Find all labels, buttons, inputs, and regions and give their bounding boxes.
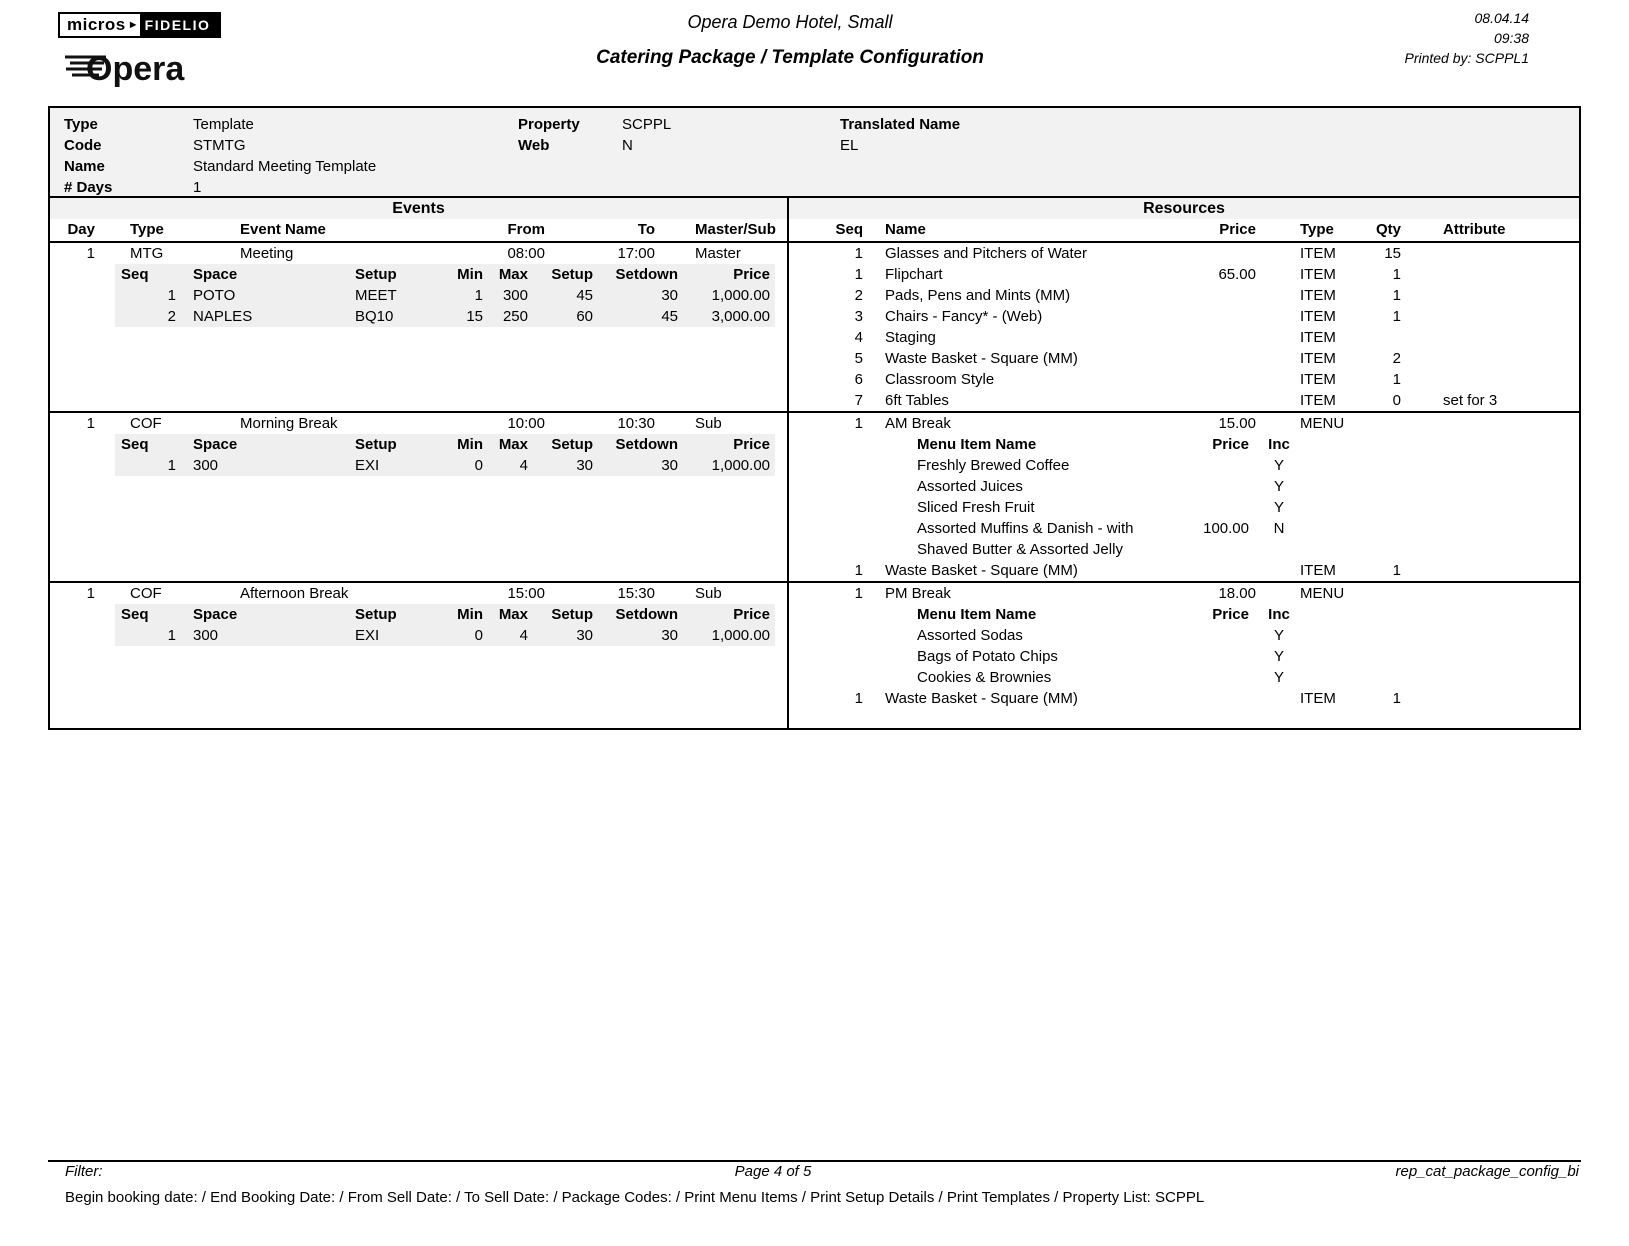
- space-seq-header: Seq: [121, 266, 149, 283]
- resource-attribute: [1403, 327, 1579, 348]
- resource-type: ITEM: [1300, 266, 1336, 283]
- events-section-title: Events: [50, 198, 789, 219]
- property-label: Property: [518, 116, 580, 133]
- space-max: 300: [502, 287, 528, 304]
- menu-item-row: [789, 497, 1579, 518]
- resource-price: [1171, 390, 1256, 411]
- space-price-header: Price: [733, 266, 770, 283]
- day-column-header: Day: [67, 221, 95, 238]
- footer-row: [48, 1163, 1581, 1184]
- menu-item-name-header: Menu Item Name: [917, 606, 1037, 623]
- resource-type: ITEM: [1300, 287, 1336, 304]
- space-price: 1,000.00: [711, 287, 770, 304]
- space-setup: EXI: [355, 627, 380, 644]
- event-block-meeting: [50, 243, 1579, 411]
- space-setup: EXI: [355, 457, 380, 474]
- resource-name: Chairs - Fancy* - (Web): [885, 308, 1043, 325]
- price-column-header: Price: [1219, 221, 1256, 238]
- space-header-row: [115, 434, 775, 455]
- resource-price: [1171, 243, 1256, 264]
- space-seq: 1: [167, 287, 176, 304]
- resource-attribute: [1403, 348, 1579, 369]
- resource-qty: 2: [1392, 350, 1401, 367]
- resource-qty: [1341, 327, 1403, 348]
- space-setdown-header: Setdown: [615, 606, 678, 623]
- resource-qty: 1: [1392, 266, 1401, 283]
- event-row: [50, 243, 787, 264]
- event-to: 17:00: [617, 245, 655, 262]
- resource-row: [789, 560, 1579, 581]
- resource-qty: 1: [1392, 287, 1401, 304]
- menu-item-inc: N: [1273, 520, 1285, 537]
- resources-column-headers: [789, 219, 1579, 241]
- resource-price: [1171, 369, 1256, 390]
- event-day: 1: [86, 415, 95, 432]
- resource-seq: 5: [854, 350, 863, 367]
- resource-name: Classroom Style: [885, 371, 995, 388]
- type-column-header: Type: [130, 221, 164, 238]
- menu-item-row: [789, 455, 1579, 476]
- resource-seq: 1: [854, 266, 863, 283]
- resource-type: ITEM: [1300, 350, 1336, 367]
- translated-name-value: EL: [840, 137, 859, 154]
- space-setup-time: 30: [576, 457, 593, 474]
- print-time: 09:38: [1493, 30, 1529, 46]
- event-from: 08:00: [507, 245, 545, 262]
- resource-seq: 2: [854, 287, 863, 304]
- space-setdown: 30: [661, 287, 678, 304]
- space-setup: BQ10: [355, 308, 394, 325]
- space-price: 1,000.00: [711, 627, 770, 644]
- event-type: COF: [130, 415, 162, 432]
- menu-item-row: [789, 667, 1579, 688]
- resource-attribute: [1403, 560, 1579, 581]
- name-value: Standard Meeting Template: [193, 158, 377, 175]
- event-master-sub: Sub: [695, 585, 722, 602]
- resource-seq: 1: [854, 415, 863, 432]
- space-min: 0: [474, 457, 483, 474]
- web-value: N: [622, 137, 633, 154]
- section-title-band: [50, 198, 1579, 219]
- event-master-sub: Master: [695, 245, 741, 262]
- resource-qty: 15: [1384, 245, 1401, 262]
- menu-item-row: [789, 646, 1579, 667]
- event-details: [50, 583, 789, 728]
- days-value: 1: [193, 179, 202, 196]
- resource-type: ITEM: [1300, 392, 1336, 409]
- page-indicator: Page 4 of 5: [734, 1163, 812, 1180]
- event-name-column-header: Event Name: [240, 221, 326, 238]
- resource-seq: 1: [854, 245, 863, 262]
- translated-name-label: Translated Name: [840, 116, 961, 133]
- resource-price: 18.00: [1218, 585, 1256, 602]
- resource-price: [1171, 285, 1256, 306]
- resource-attribute: [1403, 369, 1579, 390]
- web-label: Web: [518, 137, 550, 154]
- space-seq: 1: [167, 627, 176, 644]
- space-max: 4: [519, 457, 528, 474]
- space-row: [115, 285, 775, 306]
- menu-indent: [789, 434, 909, 455]
- event-row: [50, 413, 787, 434]
- event-name: Morning Break: [240, 415, 338, 432]
- space-min-header: Min: [457, 606, 483, 623]
- menu-item-price: [1149, 455, 1249, 476]
- space-setdown-header: Setdown: [615, 436, 678, 453]
- event-row: [50, 583, 787, 604]
- resource-name: Pads, Pens and Mints (MM): [885, 287, 1071, 304]
- resource-price: [1171, 327, 1256, 348]
- resource-row: [789, 369, 1579, 390]
- space-name: 300: [193, 627, 219, 644]
- resource-attribute: [1403, 264, 1579, 285]
- space-setdown: 30: [661, 457, 678, 474]
- event-block-morning-break: [50, 411, 1579, 581]
- menu-item-name: Cookies & Brownies: [917, 669, 1052, 686]
- resource-qty: 1: [1392, 308, 1401, 325]
- menu-item-name: Assorted Sodas: [917, 627, 1023, 644]
- resource-row: [789, 306, 1579, 327]
- event-spaces-table: [115, 604, 775, 646]
- menu-indent: [789, 518, 909, 560]
- space-price: 1,000.00: [711, 457, 770, 474]
- res-type-column-header: Type: [1300, 221, 1334, 238]
- space-setup-time: 60: [576, 308, 593, 325]
- days-label: # Days: [64, 179, 113, 196]
- menu-item-inc: Y: [1273, 648, 1284, 665]
- space-setup-header: Setup: [355, 436, 397, 453]
- resource-attribute: [1403, 583, 1579, 604]
- from-column-header: From: [507, 221, 545, 238]
- property-value: SCPPL: [622, 116, 672, 133]
- resource-row: [789, 348, 1579, 369]
- filter-label: Filter:: [65, 1163, 103, 1180]
- event-to: 10:30: [617, 415, 655, 432]
- space-name: NAPLES: [193, 308, 253, 325]
- menu-indent: [789, 476, 909, 497]
- name-column-header: Name: [885, 221, 926, 238]
- resource-row: [789, 688, 1579, 709]
- space-setdown-header: Setdown: [615, 266, 678, 283]
- resource-seq: 1: [854, 562, 863, 579]
- resource-price: 65.00: [1218, 266, 1256, 283]
- menu-item-inc: Y: [1273, 669, 1284, 686]
- event-from: 10:00: [507, 415, 545, 432]
- menu-indent: [789, 455, 909, 476]
- events-resources-table: [48, 196, 1581, 730]
- space-setup-header: Setup: [355, 266, 397, 283]
- space-header-row: [115, 264, 775, 285]
- resource-row: [789, 390, 1579, 411]
- menu-item-price: [1149, 497, 1249, 518]
- resource-name: AM Break: [885, 415, 951, 432]
- menu-item-inc: Y: [1273, 478, 1284, 495]
- menu-item-name: Freshly Brewed Coffee: [917, 457, 1070, 474]
- resource-seq: 7: [854, 392, 863, 409]
- event-day: 1: [86, 245, 95, 262]
- menu-item-price: [1149, 476, 1249, 497]
- menu-item-row: [789, 625, 1579, 646]
- resource-name: Waste Basket - Square (MM): [885, 350, 1078, 367]
- space-setup-time-header: Setup: [551, 266, 593, 283]
- menu-indent: [789, 667, 909, 688]
- event-master-sub: Sub: [695, 415, 722, 432]
- menu-item-price: [1149, 646, 1249, 667]
- menu-item-inc: Y: [1273, 457, 1284, 474]
- event-type: MTG: [130, 245, 164, 262]
- master-sub-column-header: Master/Sub: [695, 221, 776, 238]
- resource-name: Flipchart: [885, 266, 943, 283]
- logo-arrow-icon: ►: [127, 14, 140, 36]
- space-seq-header: Seq: [121, 606, 149, 623]
- space-setup-time-header: Setup: [551, 436, 593, 453]
- resource-type: ITEM: [1300, 690, 1336, 707]
- events-column-headers: [50, 219, 789, 241]
- filter-details: Begin booking date: / End Booking Date: / From Sell Date: / To Sell Date: / Package Codes: / Print Menu Items / Print Setup Details / Print Templates / Property List: SCPPL: [65, 1189, 1205, 1206]
- space-setdown: 45: [661, 308, 678, 325]
- space-row: [115, 306, 775, 327]
- resource-type: ITEM: [1300, 245, 1336, 262]
- space-seq: 2: [167, 308, 176, 325]
- resource-price: [1171, 560, 1256, 581]
- event-day: 1: [86, 585, 95, 602]
- attribute-column-header: Attribute: [1443, 221, 1506, 238]
- space-min: 0: [474, 627, 483, 644]
- resource-name: Staging: [885, 329, 936, 346]
- event-spaces-table: [115, 434, 775, 476]
- space-price: 3,000.00: [711, 308, 770, 325]
- resource-seq: 4: [854, 329, 863, 346]
- hotel-name: Opera Demo Hotel, Small: [687, 12, 893, 32]
- menu-item-inc: Y: [1273, 499, 1284, 516]
- menu-price-header: Price: [1212, 436, 1249, 453]
- resource-qty: 1: [1392, 371, 1401, 388]
- space-setup-time: 45: [576, 287, 593, 304]
- space-name-header: Space: [193, 436, 238, 453]
- micros-wordmark: micros: [60, 14, 127, 36]
- resource-name: 6ft Tables: [885, 392, 949, 409]
- event-details: [50, 413, 789, 581]
- resource-attribute: [1403, 413, 1579, 434]
- resource-type: ITEM: [1300, 371, 1336, 388]
- resource-price: 15.00: [1218, 415, 1256, 432]
- space-min-header: Min: [457, 436, 483, 453]
- resource-row: [789, 243, 1579, 264]
- space-setup-time-header: Setup: [551, 606, 593, 623]
- menu-inc-header: Inc: [1268, 606, 1290, 623]
- space-name: POTO: [193, 287, 236, 304]
- resource-type: MENU: [1300, 415, 1345, 432]
- seq-column-header: Seq: [835, 221, 863, 238]
- menu-header-row: [789, 434, 1579, 455]
- space-name-header: Space: [193, 266, 238, 283]
- menu-item-name: Assorted Muffins & Danish - with Shaved Butter & Assorted Jelly: [917, 520, 1134, 558]
- to-column-header: To: [637, 221, 655, 238]
- resource-seq: 3: [854, 308, 863, 325]
- resource-attribute: [1403, 688, 1579, 709]
- qty-column-header: Qty: [1375, 221, 1401, 238]
- resource-type: MENU: [1300, 585, 1345, 602]
- report-id: rep_cat_package_config_bi: [1395, 1163, 1579, 1180]
- event-resources: [789, 413, 1579, 581]
- resource-attribute: [1403, 306, 1579, 327]
- menu-indent: [789, 646, 909, 667]
- menu-item-name: Bags of Potato Chips: [917, 648, 1058, 665]
- menu-indent: [789, 625, 909, 646]
- menu-resource-row: [789, 583, 1579, 604]
- space-min: 1: [474, 287, 483, 304]
- template-info-panel: [48, 106, 1581, 198]
- menu-item-row: [789, 518, 1579, 560]
- resource-type: ITEM: [1300, 329, 1336, 346]
- menu-item-row: [789, 476, 1579, 497]
- column-header-row: [50, 219, 1579, 243]
- resource-name: Waste Basket - Square (MM): [885, 562, 1078, 579]
- space-price-header: Price: [733, 606, 770, 623]
- event-block-afternoon-break: [50, 581, 1579, 728]
- event-name: Afternoon Break: [240, 585, 349, 602]
- code-value: STMTG: [193, 137, 246, 154]
- resource-seq: 1: [854, 585, 863, 602]
- event-to: 15:30: [617, 585, 655, 602]
- event-resources: [789, 583, 1579, 728]
- resource-qty: 0: [1392, 392, 1401, 409]
- menu-item-inc: Y: [1273, 627, 1284, 644]
- printed-by: Printed by: SCPPL1: [1404, 50, 1529, 66]
- resource-attribute: [1403, 243, 1579, 264]
- page-title: Catering Package / Template Configuration: [596, 47, 984, 68]
- resource-qty: 1: [1392, 562, 1401, 579]
- space-setdown: 30: [661, 627, 678, 644]
- report-header: [100, 12, 1480, 69]
- space-setup-header: Setup: [355, 606, 397, 623]
- event-details: [50, 243, 789, 411]
- resource-qty: [1341, 583, 1403, 604]
- menu-item-price: [1149, 667, 1249, 688]
- space-name: 300: [193, 457, 219, 474]
- space-header-row: [115, 604, 775, 625]
- resource-attribute: set for 3: [1443, 392, 1498, 409]
- menu-indent: [789, 497, 909, 518]
- resource-row: [789, 285, 1579, 306]
- space-seq-header: Seq: [121, 436, 149, 453]
- opera-wordmark: Opera: [86, 50, 185, 88]
- resource-price: [1171, 688, 1256, 709]
- menu-item-price: [1149, 625, 1249, 646]
- space-row: [115, 625, 775, 646]
- type-value: Template: [193, 116, 254, 133]
- fidelio-wordmark: FIDELIO: [140, 14, 220, 36]
- space-price-header: Price: [733, 436, 770, 453]
- type-label: Type: [64, 116, 98, 133]
- menu-resource-row: [789, 413, 1579, 434]
- space-min-header: Min: [457, 266, 483, 283]
- space-row: [115, 455, 775, 476]
- event-spaces-table: [115, 264, 775, 327]
- print-date: 08.04.14: [1474, 10, 1529, 26]
- resource-qty: 1: [1392, 690, 1401, 707]
- code-label: Code: [64, 137, 102, 154]
- event-type: COF: [130, 585, 162, 602]
- event-name: Meeting: [240, 245, 294, 262]
- resource-attribute: [1403, 285, 1579, 306]
- menu-inc-header: Inc: [1268, 436, 1290, 453]
- resource-name: Glasses and Pitchers of Water: [885, 245, 1088, 262]
- resource-price: [1171, 306, 1256, 327]
- resources-section-title: Resources: [789, 198, 1579, 219]
- menu-item-name-header: Menu Item Name: [917, 436, 1037, 453]
- space-name-header: Space: [193, 606, 238, 623]
- space-max: 250: [502, 308, 528, 325]
- space-max-header: Max: [498, 266, 528, 283]
- menu-item-name: Sliced Fresh Fruit: [917, 499, 1035, 516]
- space-min: 15: [466, 308, 483, 325]
- resource-qty: [1341, 413, 1403, 434]
- space-max: 4: [519, 627, 528, 644]
- print-info: [1404, 8, 1529, 68]
- resource-seq: 6: [854, 371, 863, 388]
- name-label: Name: [64, 158, 105, 175]
- space-setup: MEET: [355, 287, 397, 304]
- event-from: 15:00: [507, 585, 545, 602]
- menu-item-name: Assorted Juices: [917, 478, 1023, 495]
- menu-item-price: 100.00: [1203, 520, 1249, 537]
- menu-indent: [789, 604, 909, 625]
- resource-type: ITEM: [1300, 562, 1336, 579]
- space-seq: 1: [167, 457, 176, 474]
- space-setup-time: 30: [576, 627, 593, 644]
- resource-name: Waste Basket - Square (MM): [885, 690, 1078, 707]
- resource-row: [789, 327, 1579, 348]
- resource-name: PM Break: [885, 585, 951, 602]
- menu-price-header: Price: [1212, 606, 1249, 623]
- resource-price: [1171, 348, 1256, 369]
- space-max-header: Max: [498, 436, 528, 453]
- menu-header-row: [789, 604, 1579, 625]
- resource-type: ITEM: [1300, 308, 1336, 325]
- resource-seq: 1: [854, 690, 863, 707]
- footer-divider: [48, 1160, 1581, 1162]
- space-max-header: Max: [498, 606, 528, 623]
- event-resources: [789, 243, 1579, 411]
- resource-row: [789, 264, 1579, 285]
